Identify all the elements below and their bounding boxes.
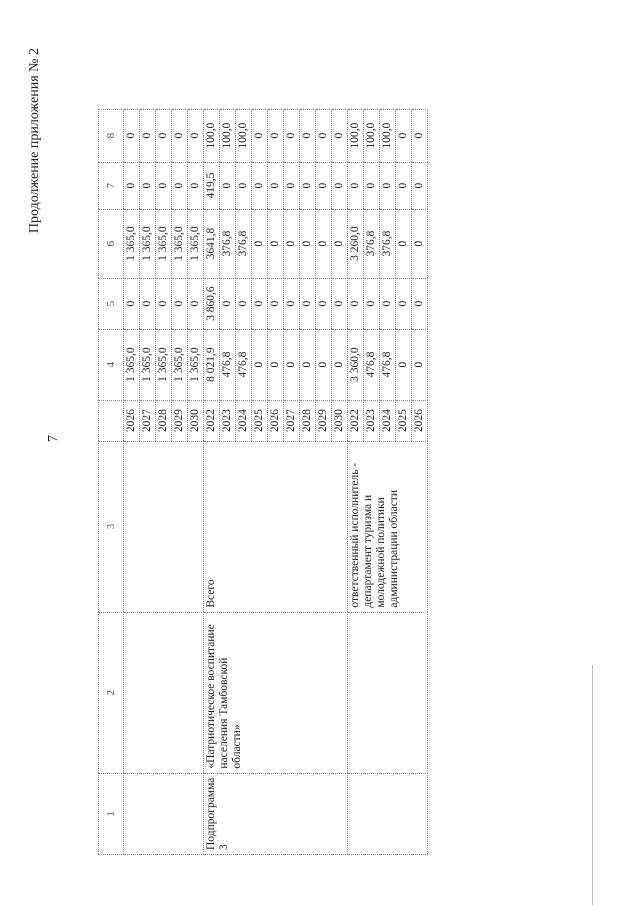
value-cell: 0	[412, 162, 428, 209]
value-cell: 0	[348, 278, 364, 329]
empty-cell	[348, 773, 428, 854]
funding-source-cell: Всего	[204, 441, 348, 612]
value-cell: 0	[140, 278, 156, 329]
value-cell: 0	[284, 278, 300, 329]
value-cell: 376,8	[364, 209, 380, 278]
value-cell: 0	[252, 329, 268, 400]
value-cell: 0	[364, 162, 380, 209]
value-cell: 100,0	[220, 109, 236, 162]
value-cell: 100,0	[364, 109, 380, 162]
value-cell: 0	[124, 109, 140, 162]
year-cell: 2027	[284, 400, 300, 441]
value-cell: 0	[300, 209, 316, 278]
value-cell: 0	[364, 278, 380, 329]
value-cell: 0	[252, 162, 268, 209]
value-cell: 0	[412, 329, 428, 400]
header-row	[99, 109, 124, 854]
value-cell: 1 365,0	[140, 329, 156, 400]
value-cell: 3641,8	[204, 209, 220, 278]
column-number: 4	[99, 329, 124, 400]
value-cell: 0	[284, 209, 300, 278]
value-cell: 0	[284, 109, 300, 162]
value-cell: 0	[236, 278, 252, 329]
year-cell: 2025	[396, 400, 412, 441]
value-cell: 0	[300, 109, 316, 162]
value-cell: 1 365,0	[172, 329, 188, 400]
value-cell: 0	[316, 109, 332, 162]
value-cell: 0	[396, 109, 412, 162]
value-cell: 0	[188, 109, 204, 162]
value-cell: 0	[252, 278, 268, 329]
value-cell: 8 021,9	[204, 329, 220, 400]
column-number: 8	[99, 109, 124, 162]
table-row	[348, 109, 364, 854]
value-cell: 0	[332, 329, 348, 400]
appendix-caption: Продолжение приложения № 2	[27, 48, 42, 234]
value-cell: 0	[188, 162, 204, 209]
value-cell: 100,0	[236, 109, 252, 162]
value-cell: 0	[268, 162, 284, 209]
year-cell: 2026	[268, 400, 284, 441]
value-cell: 100,0	[204, 109, 220, 162]
value-cell: 100,0	[348, 109, 364, 162]
year-cell: 2023	[220, 400, 236, 441]
value-cell: 0	[268, 209, 284, 278]
year-cell: 2030	[332, 400, 348, 441]
value-cell: 3 360,0	[348, 329, 364, 400]
value-cell: 0	[140, 162, 156, 209]
column-blank	[99, 400, 124, 441]
value-cell: 3 260,0	[348, 209, 364, 278]
value-cell: 1 365,0	[124, 329, 140, 400]
year-cell: 2026	[124, 400, 140, 441]
value-cell: 419,5	[204, 162, 220, 209]
value-cell: 0	[412, 278, 428, 329]
year-cell: 2022	[204, 400, 220, 441]
column-number: 3	[99, 441, 124, 612]
value-cell: 0	[220, 162, 236, 209]
value-cell: 476,8	[380, 329, 396, 400]
value-cell: 0	[220, 278, 236, 329]
value-cell: 0	[316, 278, 332, 329]
table-row	[204, 109, 220, 854]
value-cell: 3 860,6	[204, 278, 220, 329]
value-cell: 0	[316, 329, 332, 400]
value-cell: 0	[412, 209, 428, 278]
value-cell: 0	[268, 278, 284, 329]
value-cell: 0	[156, 278, 172, 329]
year-cell: 2028	[300, 400, 316, 441]
value-cell: 0	[124, 278, 140, 329]
year-cell: 2030	[188, 400, 204, 441]
year-cell: 2023	[364, 400, 380, 441]
value-cell: 0	[412, 109, 428, 162]
value-cell: 0	[284, 162, 300, 209]
empty-cell	[124, 441, 204, 612]
value-cell: 0	[316, 209, 332, 278]
value-cell: 0	[172, 109, 188, 162]
value-cell: 0	[172, 162, 188, 209]
year-cell: 2028	[156, 400, 172, 441]
value-cell: 0	[300, 329, 316, 400]
year-cell: 2029	[316, 400, 332, 441]
value-cell: 376,8	[380, 209, 396, 278]
value-cell: 376,8	[220, 209, 236, 278]
column-number: 7	[99, 162, 124, 209]
page-number: 7	[46, 435, 61, 442]
value-cell: 0	[156, 162, 172, 209]
subprogram-cell: Подпрограмма 3	[204, 773, 348, 854]
value-cell: 0	[284, 329, 300, 400]
subprogram-title-cell: «Патриотическое воспитание населения Тамбовской области»	[204, 612, 348, 773]
value-cell: 1 365,0	[140, 209, 156, 278]
value-cell: 1 365,0	[188, 329, 204, 400]
value-cell: 0	[300, 162, 316, 209]
year-cell: 2024	[236, 400, 252, 441]
column-number: 2	[99, 612, 124, 773]
column-number: 1	[99, 773, 124, 854]
value-cell: 0	[396, 329, 412, 400]
value-cell: 0	[316, 162, 332, 209]
value-cell: 1 365,0	[156, 209, 172, 278]
table-row	[124, 109, 140, 854]
value-cell: 1 365,0	[124, 209, 140, 278]
column-number: 5	[99, 278, 124, 329]
value-cell: 0	[140, 109, 156, 162]
year-cell: 2025	[252, 400, 268, 441]
value-cell: 476,8	[220, 329, 236, 400]
value-cell: 0	[268, 109, 284, 162]
scan-artifact-line	[592, 665, 593, 905]
value-cell: 376,8	[236, 209, 252, 278]
empty-cell	[124, 773, 204, 854]
value-cell: 0	[300, 278, 316, 329]
value-cell: 0	[396, 278, 412, 329]
value-cell: 0	[332, 278, 348, 329]
funding-source-cell: ответственный исполнитель - департамент туризма и молодежной политики администрации области	[348, 441, 428, 612]
year-cell: 2027	[140, 400, 156, 441]
value-cell: 0	[156, 109, 172, 162]
year-cell: 2024	[380, 400, 396, 441]
value-cell: 0	[172, 278, 188, 329]
value-cell: 0	[380, 162, 396, 209]
year-cell: 2022	[348, 400, 364, 441]
empty-cell	[348, 612, 428, 773]
value-cell: 0	[332, 209, 348, 278]
value-cell: 0	[332, 109, 348, 162]
value-cell: 476,8	[236, 329, 252, 400]
value-cell: 476,8	[364, 329, 380, 400]
value-cell: 100,0	[380, 109, 396, 162]
value-cell: 0	[396, 162, 412, 209]
empty-cell	[124, 612, 204, 773]
value-cell: 0	[188, 278, 204, 329]
value-cell: 0	[332, 162, 348, 209]
year-cell: 2029	[172, 400, 188, 441]
value-cell: 1 365,0	[172, 209, 188, 278]
value-cell: 1 365,0	[188, 209, 204, 278]
value-cell: 0	[124, 162, 140, 209]
year-cell: 2026	[412, 400, 428, 441]
budget-table	[98, 109, 428, 855]
value-cell: 0	[252, 209, 268, 278]
column-number: 6	[99, 209, 124, 278]
value-cell: 0	[268, 329, 284, 400]
value-cell: 1 365,0	[156, 329, 172, 400]
value-cell: 0	[380, 278, 396, 329]
value-cell: 0	[348, 162, 364, 209]
value-cell: 0	[252, 109, 268, 162]
value-cell: 0	[236, 162, 252, 209]
value-cell: 0	[396, 209, 412, 278]
